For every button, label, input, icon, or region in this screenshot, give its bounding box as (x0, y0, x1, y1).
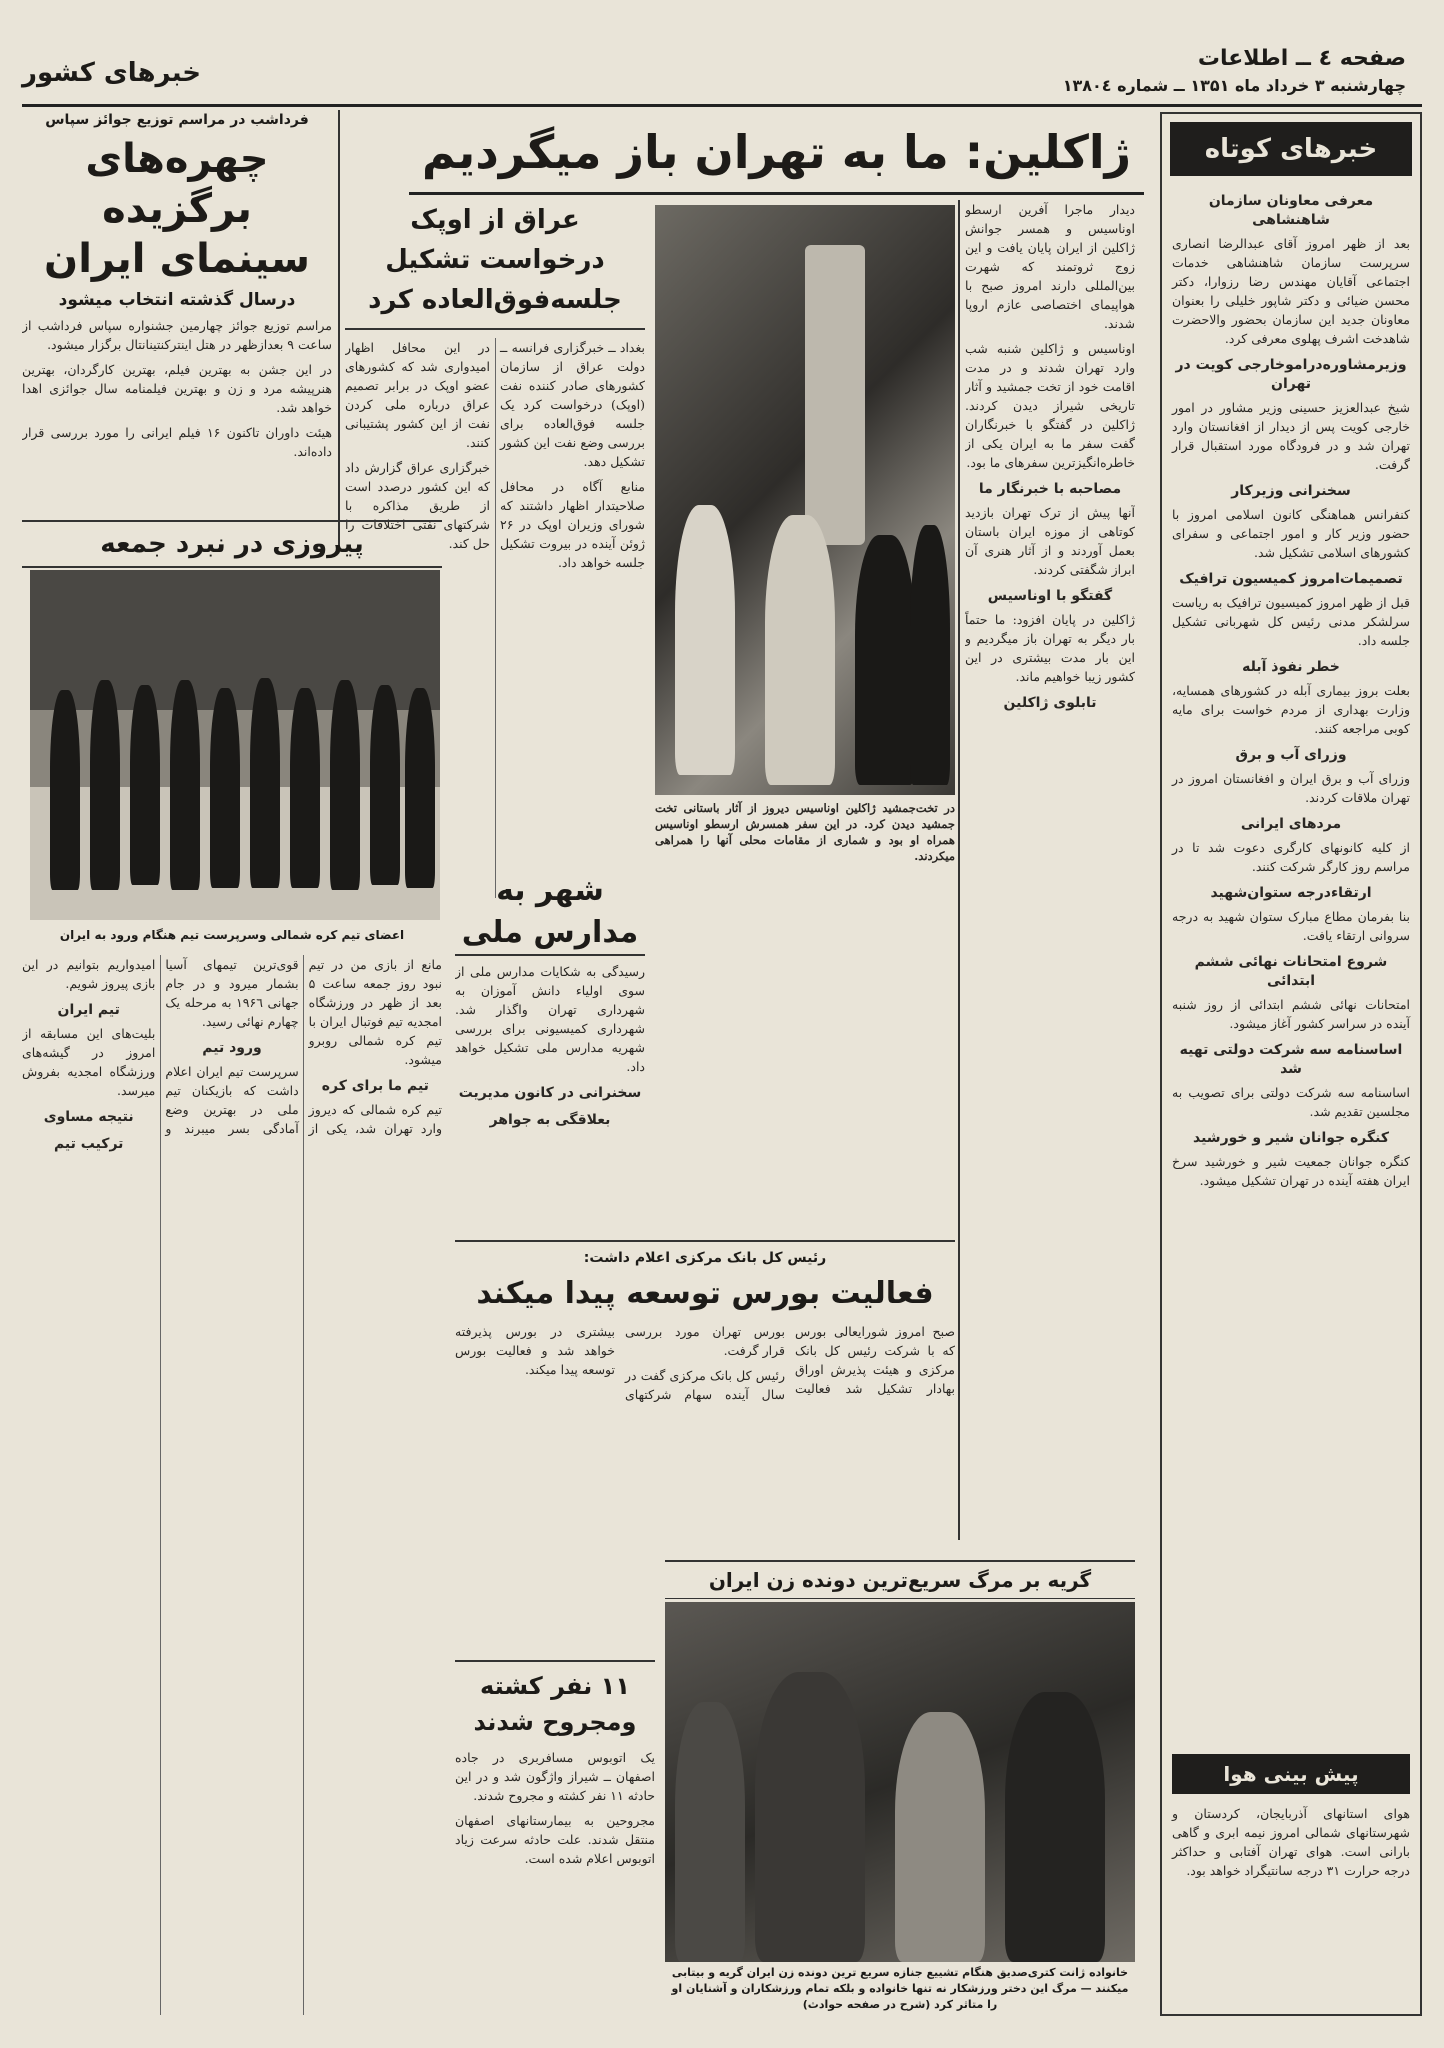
brief-item: شروع امتحانات نهائی ششم ابتدائی امتحانات نهائی ششم ابتدائی از روز شنبه آینده در سراسر کشور آغاز میشود. (1172, 954, 1410, 1031)
brief-item: مردهای ایرانی از کلیه کانونهای کارگری دعوت شد تا در مراسم روز کارگر شرکت کنند. (1172, 816, 1410, 874)
cinema-headline: چهره‌های برگزیده سینمای ایران (44, 136, 310, 282)
column-rule (338, 110, 340, 550)
bourse-headline: فعالیت بورس توسعه پیدا میکند (476, 1276, 934, 1311)
weather-text: هوای استانهای آذربایجان، کردستان و شهرستانهای شمالی امروز نیمه ابری و گاهی بارانی است. هوای تهران آفتابی و حداکثر درجه حرارت ۳۱ درجه سانتیگراد خواهد بود. (1172, 1806, 1410, 1878)
brief-item: کنگره جوانان شیر و خورشید کنگره جوانان جمعیت شیر و خورشید سرخ ایران هفته آینده در تهران تشکیل میشود. (1172, 1130, 1410, 1188)
iraq-headline: عراق از اوپک درخواست تشکیل جلسه‌فوق‌العاده کرد (345, 200, 645, 330)
main-headline: ژاکلین: ما به تهران باز میگردیم (409, 112, 1144, 195)
accident-body: یک اتوبوس مسافربری در جاده اصفهان ــ شیراز واژگون شد و در این حادثه ۱۱ نفر کشته و مجروح شدند. مجروحین به بیمارستانهای اصفهان منتقل شدند. علت حادثه سرعت زیاد اتوبوس اعلام شده است. (455, 1750, 655, 1866)
jacqueline-body: دیدار ماجرا آفرین ارسطو اوناسیس و همسر جوانش ژاکلین از ایران پایان یافت و این زوج ثروتمند که شهرت بین‌المللی دارند امروز صبح با هواپیمای اختصاصی عازم اروپا شدند. اوناسیس و ژاکلین شنبه شب وارد تهران شدند و در مدت اقامت خود از تخت جمشید و آثار تاریخی شیراز دیدن کردند. ژاکلین در گفتگو با خبرنگاران گفت سفر ما به ایران یکی از خاطره‌انگیزترین سفرهای ما بود. مصاحبه با خبرنگار ما آنها پیش از ترک تهران بازدید کوتاهی از موزه ایران باستان بعمل آوردند و از آثار هنری آن ابراز شگفتی کردند. گفتگو با اوناسیس ژاکلین در پایان افزود: ما حتماً بار دیگر به تهران باز میگردیم و این بار مدت بیشتری در این کشور زیبا خواهیم ماند. تابلوی ژاکلین (965, 202, 1135, 711)
brief-item: معرفی معاونان سازمان شاهنشاهی بعد از ظهر امروز آقای عبدالرضا انصاری سرپرست سازمان شاهنشاهی خدمات اجتماعی آقایان مهندس رضا رزوارا، دکتر محسن ضیائی و دکتر شاپور خلیلی را بعنوان معاونان جدید این سازمان بحضور والاحضرت شاهدخت اشرف پهلوی معرفی کرد. (1172, 193, 1410, 346)
brief-item: سخنرانی وزیرکار کنفرانس هماهنگی کانون اسلامی امروز با حضور وزیر کار و امور اجتماعی و سفرای کشورهای اسلامی تشکیل شد. (1172, 483, 1410, 560)
brief-item: خطر نفوذ آبله بعلت بروز بیماری آبله در کشورهای همسایه، وزارت بهداری از مردم خواست برای مایه کوبی مراجعه کنند. (1172, 659, 1410, 736)
jacqueline-photo-caption: در تخت‌جمشید ژاکلین اوناسیس دیروز از آثار باستانی تخت جمشید دیدن کرد. در این سفر همسرش ارسطو اوناسیس همراه او بود و شماری از مقامات محلی آنها را همراهی میکردند. (655, 801, 955, 863)
football-photo-caption: اعضای تیم کره شمالی وسرپرست تیم هنگام ورود به ایران (59, 928, 405, 942)
runner-headline: گریه بر مرگ سریع‌ترین دونده زن ایران (665, 1560, 1135, 1599)
football-headline: پیروزی در نبرد جمعه (22, 520, 442, 568)
brief-item: وزیرمشاوره‌دراموخارجی کویت در تهران شیخ عبدالعزیز حسینی وزیر مشاور در امور خارجی کویت پس از دیدار از افغانستان وارد تهران شد و در فرودگاه مورد استقبال قرار گرفت. (1172, 357, 1410, 472)
jacqueline-subhead: مصاحبه با خبرنگار ما (978, 481, 1122, 497)
iraq-body: بغداد ــ خبرگزاری فرانسه ــ دولت عراق از سازمان کشورهای صادر کننده نفت (اوپک) درخواست کرد یک جلسه فوق‌العاده برای بررسی وضع نفت این کشور تشکیل دهد. منابع آگاه در محافل صلاحیتدار اظهار داشتند که شورای وزیران اوپک در ۲۶ ژوئن آینده در بیروت تشکیل جلسه خواهد داد. در این محافل اظهار امیدواری شد که کشورهای عضو اوپک در برابر تصمیم عراق درباره ملی کردن نفت از این کشور پشتیبانی کنند. خبرگزاری عراق گزارش داد که این کشور درصدد است از طریق مذاکره با شرکتهای نفتی اختلافات را حل کند. (345, 340, 645, 570)
football-team-photo (30, 570, 440, 920)
column-rule (958, 200, 960, 1540)
brief-item: تصمیمات‌امروز کمیسیون ترافیک قبل از ظهر امروز کمیسیون ترافیک به ریاست سرلشکر مدنی رئیس کل شهربانی تشکیل جلسه داد. (1172, 571, 1410, 648)
masthead-rule (22, 104, 1422, 107)
jacqueline-photo (655, 205, 955, 795)
schools-headline: شهر به مدارس ملی (455, 870, 645, 956)
cinema-article (22, 108, 332, 558)
issue-date: چهارشنبه ۳ خرداد ماه ۱۳۵۱ ــ شماره ۱۳۸۰٤ (1062, 76, 1406, 95)
jacqueline-subhead: گفتگو با اوناسیس (987, 588, 1113, 604)
section-title: خبرهای کشور (22, 58, 202, 88)
brief-item: وزرای آب و برق وزرای آب و برق ایران و افغانستان امروز در تهران ملاقات کردند. (1172, 747, 1410, 805)
bourse-kicker: رئیس کل بانک مرکزی اعلام داشت: (583, 1250, 827, 1266)
briefs-list (1162, 184, 1420, 1744)
football-body: مانع از بازی من در تیم نبود روز جمعه ساعت ۵ بعد از ظهر در ورزشگاه امجدیه تیم فوتبال ایران با تیم کره شمالی روبرو میشود. تیم ما برای کره تیم کره شمالی که دیروز وارد تهران شد، یکی از قوی‌ترین تیمهای آسیا بشمار میرود و در جام جهانی ۱۹۶٦ به مرحله یک چهارم نهائی رسید. ورود تیم سرپرست تیم ایران اعلام داشت که بازیکنان تیم ملی در بهترین وضع آمادگی بسر میبرند و امیدواریم بتوانیم در این بازی پیروز شویم. تیم ایران بلیت‌های این مسابقه از امروز در گیشه‌های ورزشگاه امجدیه بفروش میرسد. نتیجه مساوی ترکیب تیم (22, 957, 442, 1152)
accident-article (455, 1660, 655, 2012)
cinema-body: مراسم توزیع جوائز چهارمین جشنواره سپاس فرداشب از ساعت ۹ بعدازظهر در هتل اینترکنتینانتال برگزار میشود. در این جشن به بهترین فیلم، بهترین کارگردان، بهترین هنرپیشه مرد و زن و بهترین فیلمنامه سال جوائزی اهدا خواهد شد. هیئت داوران تاکنون ۱۶ فیلم ایرانی را مورد بررسی قرار داده‌اند. (22, 318, 332, 459)
accident-headline: ۱۱ نفر کشته ومجروح شدند (473, 1672, 637, 1736)
cinema-kicker: فرداشب در مراسم توزیع جوائز سپاس (45, 112, 309, 128)
funeral-photo-caption: خانواده ژانت کتری‌صدیق هنگام تشییع جنازه سریع ترین دونده زن ایران گریه و بیتابی میکنند — مرگ این دختر ورزشکار نه تنها خانواده و بلکه تمام ورزشکاران و آشنایان او را متاثر کرد (شرح در صفحه حوادث) (671, 1966, 1129, 2011)
cinema-subheadline: درسال گذشته انتخاب میشود (58, 290, 296, 310)
jacqueline-subhead: تابلوی ژاکلین (1003, 695, 1097, 711)
weather-logo: پیش بینی هوا (1172, 1754, 1410, 1794)
schools-body: رسیدگی به شکایات مدارس ملی از سوی اولیاء دانش آموزان به شهرداری تهران واگذار شد. شهرداری کمیسیونی برای بررسی شهریه مدارس ملی تشکیل خواهد داد. سخنرانی در کانون مدیریت بعلاقگی به جواهر (455, 964, 645, 1128)
briefs-column (1160, 112, 1422, 2016)
brief-item: ارتقاءدرجه ستوان‌شهید بنا بفرمان مطاع مبارک ستوان شهید به درجه سروانی ارتقاء یافت. (1172, 885, 1410, 943)
briefs-logo: خبرهای کوتاه (1170, 122, 1412, 176)
brief-item: اساسنامه سه شرکت دولتی تهیه شد اساسنامه سه شرکت دولتی برای تصویب به مجلسین تقدیم شد. (1172, 1042, 1410, 1119)
bourse-article (455, 1240, 955, 1532)
page-number: صفحه ٤ ــ اطلاعات (1197, 46, 1406, 71)
funeral-photo (665, 1602, 1135, 1962)
bourse-body: صبح امروز شورایعالی بورس که با شرکت رئیس کل بانک مرکزی و هیئت پذیرش اوراق بهادار تشکیل شد فعالیت بورس تهران مورد بررسی قرار گرفت. رئیس کل بانک مرکزی گفت در سال آینده سهام شرکتهای بیشتری در بورس پذیرفته خواهد شد و فعالیت بورس توسعه پیدا میکند. (455, 1324, 955, 1402)
